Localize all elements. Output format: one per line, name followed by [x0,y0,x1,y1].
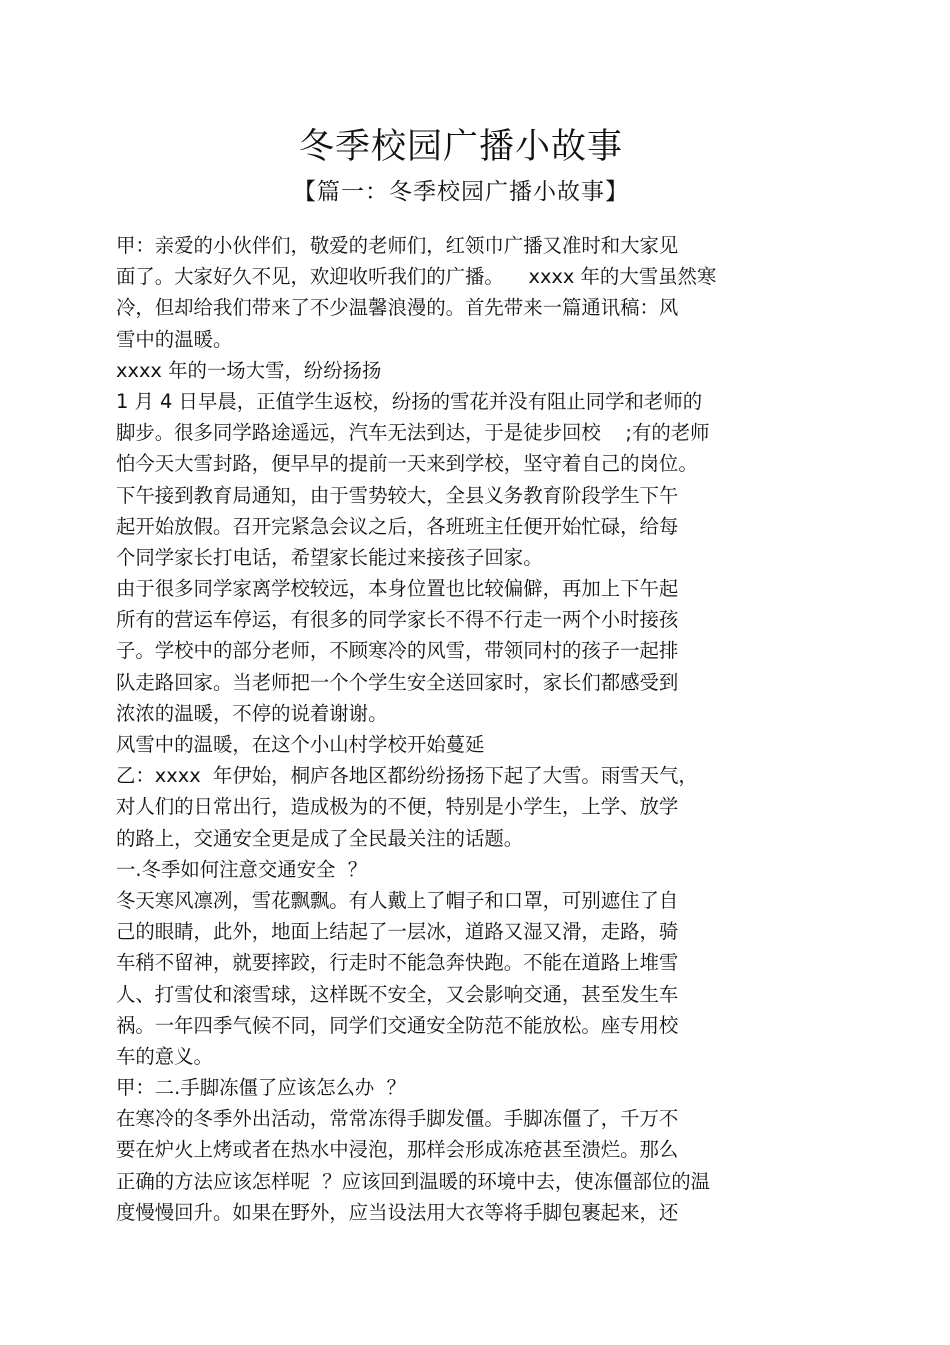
text-line: 所有的营运车停运，有很多的同学家长不得不行走一两个小时接孩 [116,608,679,632]
text-line: 祸。一年四季气候不同，同学们交通安全防范不能放松。座专用校 [116,1013,679,1037]
text-line: xxxx 年的一场大雪，纷纷扬扬 [116,358,382,382]
document-subtitle: 【篇一：冬季校园广播小故事】 [293,179,629,205]
text-line: 人、打雪仗和滚雪球，这样既不安全，又会影响交通，甚至发生车 [116,982,679,1006]
text-line: 脚步。很多同学路途遥远，汽车无法到达，于是徒步回校 ;有的老师 [116,421,710,445]
text-line: 风雪中的温暖，在这个小山村学校开始蔓延 [116,733,485,756]
text-line: 正确的方法应该怎样呢 ？应该回到温暖的环境中去，使冻僵部位的温 [116,1169,711,1193]
text-line: 面了。大家好久不见，欢迎收听我们的广播。 xxxx 年的大雪虽然寒 [116,265,717,289]
text-line: 甲：亲爱的小伙伴们，敬爱的老师们，红领巾广播又准时和大家见 [116,234,679,257]
text-line: 子。学校中的部分老师，不顾寒冷的风雪，带领同村的孩子一起排 [116,639,679,663]
text-line: 冷，但却给我们带来了不少温馨浪漫的。首先带来一篇通讯稿：风 [116,296,679,320]
text-line: 怕今天大雪封路，便早早的提前一天来到学校，坚守着自己的岗位。 [116,452,698,476]
text-line: 冬天寒风凛冽，雪花飘飘。有人戴上了帽子和口罩，可别遮住了自 [116,888,679,912]
document-title: 冬季校园广播小故事 [298,127,623,167]
text-line: 由于很多同学家离学校较远，本身位置也比较偏僻，再加上下午起 [116,577,679,601]
text-line: 要在炉火上烤或者在热水中浸泡，那样会形成冻疮甚至溃烂。那么 [116,1138,679,1162]
text-line: 在寒冷的冬季外出活动，常常冻得手脚发僵。手脚冻僵了，千万不 [116,1107,679,1131]
text-line: 浓浓的温暖，不停的说着谢谢。 [116,701,388,725]
text-line: 雪中的温暖。 [116,327,233,351]
text-line: 下午接到教育局通知，由于雪势较大，全县义务教育阶段学生下午 [116,483,679,507]
text-line: 对人们的日常出行，造成极为的不便，特别是小学生，上学、放学 [116,795,679,819]
text-line: 车稍不留神，就要摔跤，行走时不能急奔快跑。不能在道路上堆雪 [116,951,679,975]
text-line: 度慢慢回升。如果在野外，应当设法用大衣等将手脚包裹起来，还 [116,1200,679,1224]
text-line: 1 月 4 日早晨，正值学生返校，纷扬的雪花并没有阻止同学和老师的 [116,389,703,413]
text-line: 甲：二.手脚冻僵了应该怎么办 ？ [116,1076,406,1100]
document-body [116,230,836,1228]
text-line: 的路上，交通安全更是成了全民最关注的话题。 [116,826,524,850]
text-line: 个同学家长打电话，希望家长能过来接孩子回家。 [116,545,543,569]
text-line: 起开始放假。召开完紧急会议之后，各班班主任便开始忙碌，给每 [116,514,679,538]
text-line: 己的眼睛，此外，地面上结起了一层冰，道路又湿又滑，走路，骑 [116,920,679,944]
text-line: 乙：xxxx 年伊始，桐庐各地区都纷纷扬扬下起了大雪。雨雪天气， [116,764,698,788]
text-line: 一.冬季如何注意交通安全 ？ [116,857,368,881]
text-line: 车的意义。 [116,1044,213,1068]
text-line: 队走路回家。当老师把一个个学生安全送回家时，家长们都感受到 [116,670,679,694]
